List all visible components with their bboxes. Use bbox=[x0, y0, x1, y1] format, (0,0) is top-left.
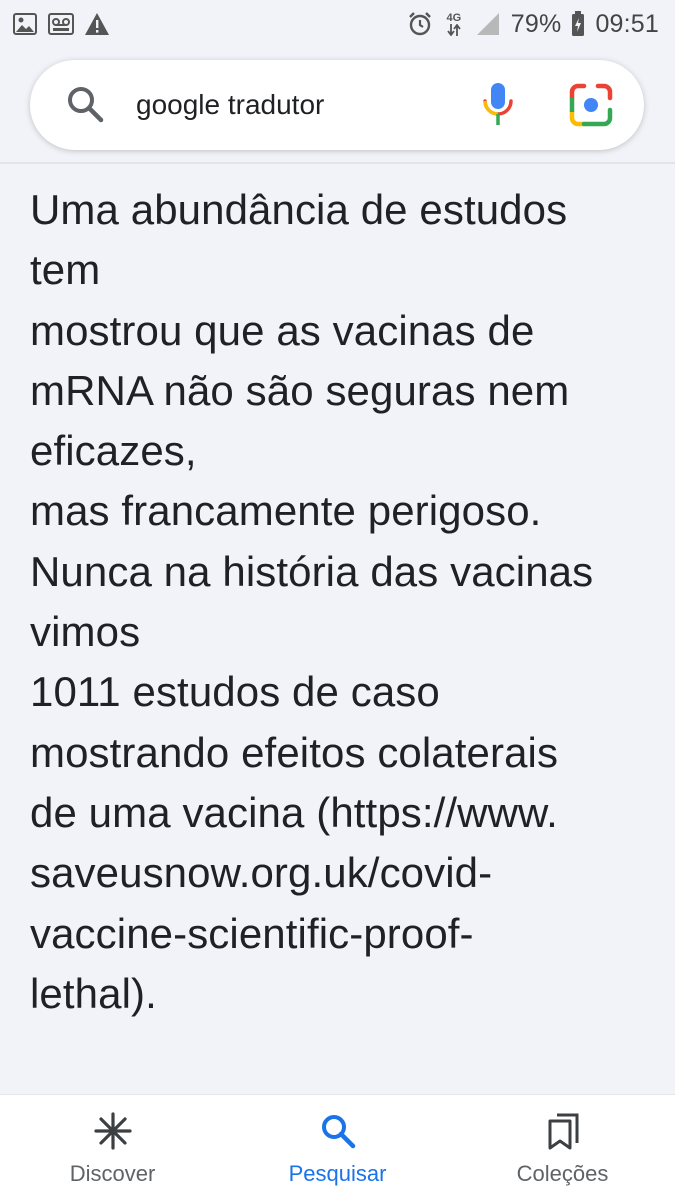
nav-discover-label: Discover bbox=[69, 1160, 156, 1186]
search-query[interactable]: google tradutor bbox=[136, 89, 325, 120]
status-bar-right bbox=[407, 10, 659, 39]
collections-icon bbox=[541, 1109, 585, 1153]
asterisk-icon bbox=[91, 1109, 135, 1153]
nav-search[interactable] bbox=[238, 1109, 438, 1187]
battery-icon bbox=[571, 11, 585, 37]
search-header bbox=[0, 48, 675, 164]
battery-percent: 79% bbox=[510, 9, 562, 38]
search-icon[interactable] bbox=[64, 83, 108, 127]
mobile-data-icon bbox=[443, 11, 465, 37]
nav-search-label: Pesquisar bbox=[288, 1160, 387, 1186]
network-label: 4G bbox=[446, 11, 462, 24]
signal-icon bbox=[475, 11, 501, 37]
status-bar-left bbox=[12, 11, 110, 37]
search-icon bbox=[316, 1109, 360, 1153]
nav-collections[interactable] bbox=[463, 1109, 663, 1187]
gallery-icon bbox=[12, 11, 38, 37]
alarm-icon bbox=[407, 11, 433, 37]
nav-collections-label: Coleções bbox=[516, 1160, 609, 1186]
nav-discover[interactable] bbox=[13, 1109, 213, 1187]
bottom-nav bbox=[0, 1094, 675, 1200]
warning-icon bbox=[84, 11, 110, 37]
microphone-icon[interactable] bbox=[478, 81, 518, 129]
translation-result bbox=[0, 166, 675, 1094]
translated-text: Uma abundância de estudos tem mostrou que as vacinas de mRNA não são seguras nem eficazes, mas francamente perigoso. Nunca na história das vacinas vimos 1011 estudos de caso mostrando efeitos colaterais de uma vacina (https://www. saveusnow.org.uk/covid- vaccine-scientific-proof- lethal). bbox=[30, 186, 594, 1017]
status-bar bbox=[0, 0, 675, 48]
camera-lens-icon[interactable] bbox=[568, 82, 614, 128]
voicemail-icon bbox=[48, 11, 74, 37]
search-bar[interactable] bbox=[30, 60, 644, 150]
clock: 09:51 bbox=[595, 9, 659, 38]
